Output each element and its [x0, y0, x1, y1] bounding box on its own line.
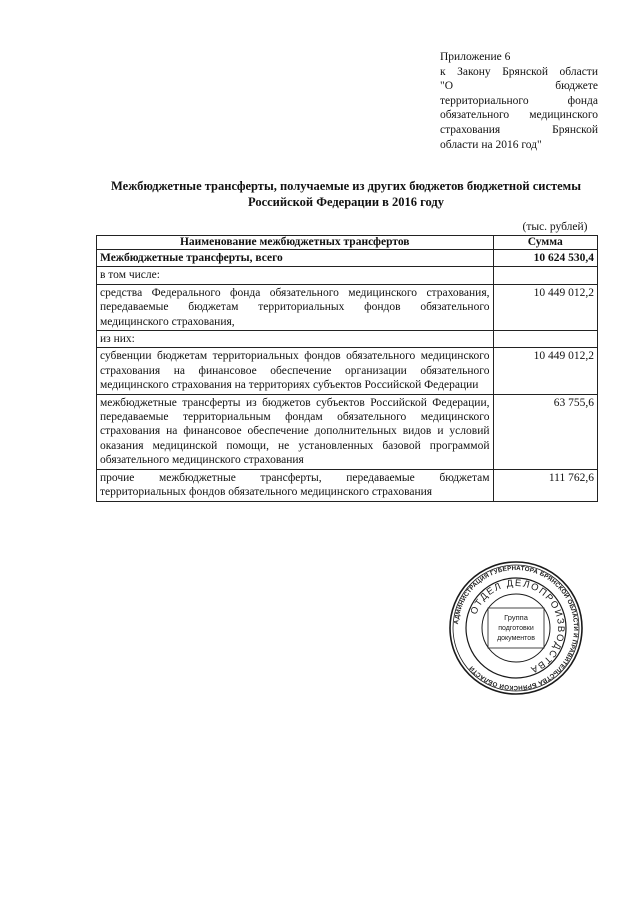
annex-block: [440, 50, 598, 152]
row-sum: 10 449 012,2: [493, 284, 598, 330]
annex-line: страхования Брянской: [440, 123, 598, 136]
row-name: средства Федерального фонда обязательного медицинского страхования, передаваемые бюджетам территориальных фондов обязательного медицинского страхования,: [97, 284, 494, 330]
annex-line: к Закону Брянской области: [440, 65, 598, 78]
stamp-inner-text: ОТДЕЛ ДЕЛОПРОИЗВОДСТВА: [468, 577, 567, 676]
table-row: [97, 469, 598, 501]
office-stamp: [448, 560, 584, 696]
title-line: Российской Федерации в 2016 году: [248, 195, 444, 209]
table-row: [97, 331, 598, 348]
row-name: Межбюджетные трансферты, всего: [97, 250, 494, 267]
stamp-center-line: подготовки: [498, 625, 534, 632]
annex-line: обязательного медицинского: [440, 109, 598, 122]
row-sum: 63 755,6: [493, 394, 598, 469]
table-row: [97, 394, 598, 469]
row-name: из них:: [97, 331, 494, 348]
row-name: прочие межбюджетные трансферты, передаваемые бюджетам территориальных фондов обязательного медицинского страхования: [97, 469, 494, 501]
table-row: [97, 348, 598, 394]
annex-line: "О бюджете: [440, 80, 598, 93]
table-row: [97, 284, 598, 330]
transfers-table: [96, 235, 598, 502]
annex-line: области на 2016 год": [440, 138, 542, 151]
row-name: субвенции бюджетам территориальных фондов обязательного медицинского страхования на финансовое обеспечение организации обязательного медицинского страхования на территориях субъектов Российской Федерации: [97, 348, 494, 394]
row-sum: 10 624 530,4: [493, 250, 598, 267]
table-row: [97, 250, 598, 267]
title-line: Межбюджетные трансферты, получаемые из других бюджетов бюджетной системы: [111, 179, 581, 193]
row-name: межбюджетные трансферты из бюджетов субъектов Российской Федерации, передаваемые территориальным фондам обязательного медицинского страхования на финансовое обеспечение дополнительных видов и условий оказания медицинской помощи, не установленных базовой программой обязательного медицинского страхования: [97, 394, 494, 469]
stamp-outer-text: АДМИНИСТРАЦИЯ ГУБЕРНАТОРА БРЯНСКОЙ ОБЛАСТИ И ПРАВИТЕЛЬСТВА БРЯНСКОЙ ОБЛАСТИ: [453, 564, 580, 692]
stamp-center: [488, 608, 544, 648]
document-title: [96, 178, 596, 210]
units-label: (тыс. рублей): [522, 221, 588, 233]
stamp-center-line: документов: [497, 635, 535, 642]
header-sum: Сумма: [493, 236, 598, 250]
stamp-center-line: Группа: [504, 613, 528, 622]
row-sum: [493, 331, 598, 348]
header-name: Наименование межбюджетных трансфертов: [97, 236, 494, 250]
row-name: в том числе:: [97, 267, 494, 284]
row-sum: 10 449 012,2: [493, 348, 598, 394]
annex-line: территориального фонда: [440, 94, 598, 107]
row-sum: 111 762,6: [493, 469, 598, 501]
table-header-row: [97, 236, 598, 250]
table-row: [97, 267, 598, 284]
annex-line: Приложение 6: [440, 51, 511, 63]
row-sum: [493, 267, 598, 284]
